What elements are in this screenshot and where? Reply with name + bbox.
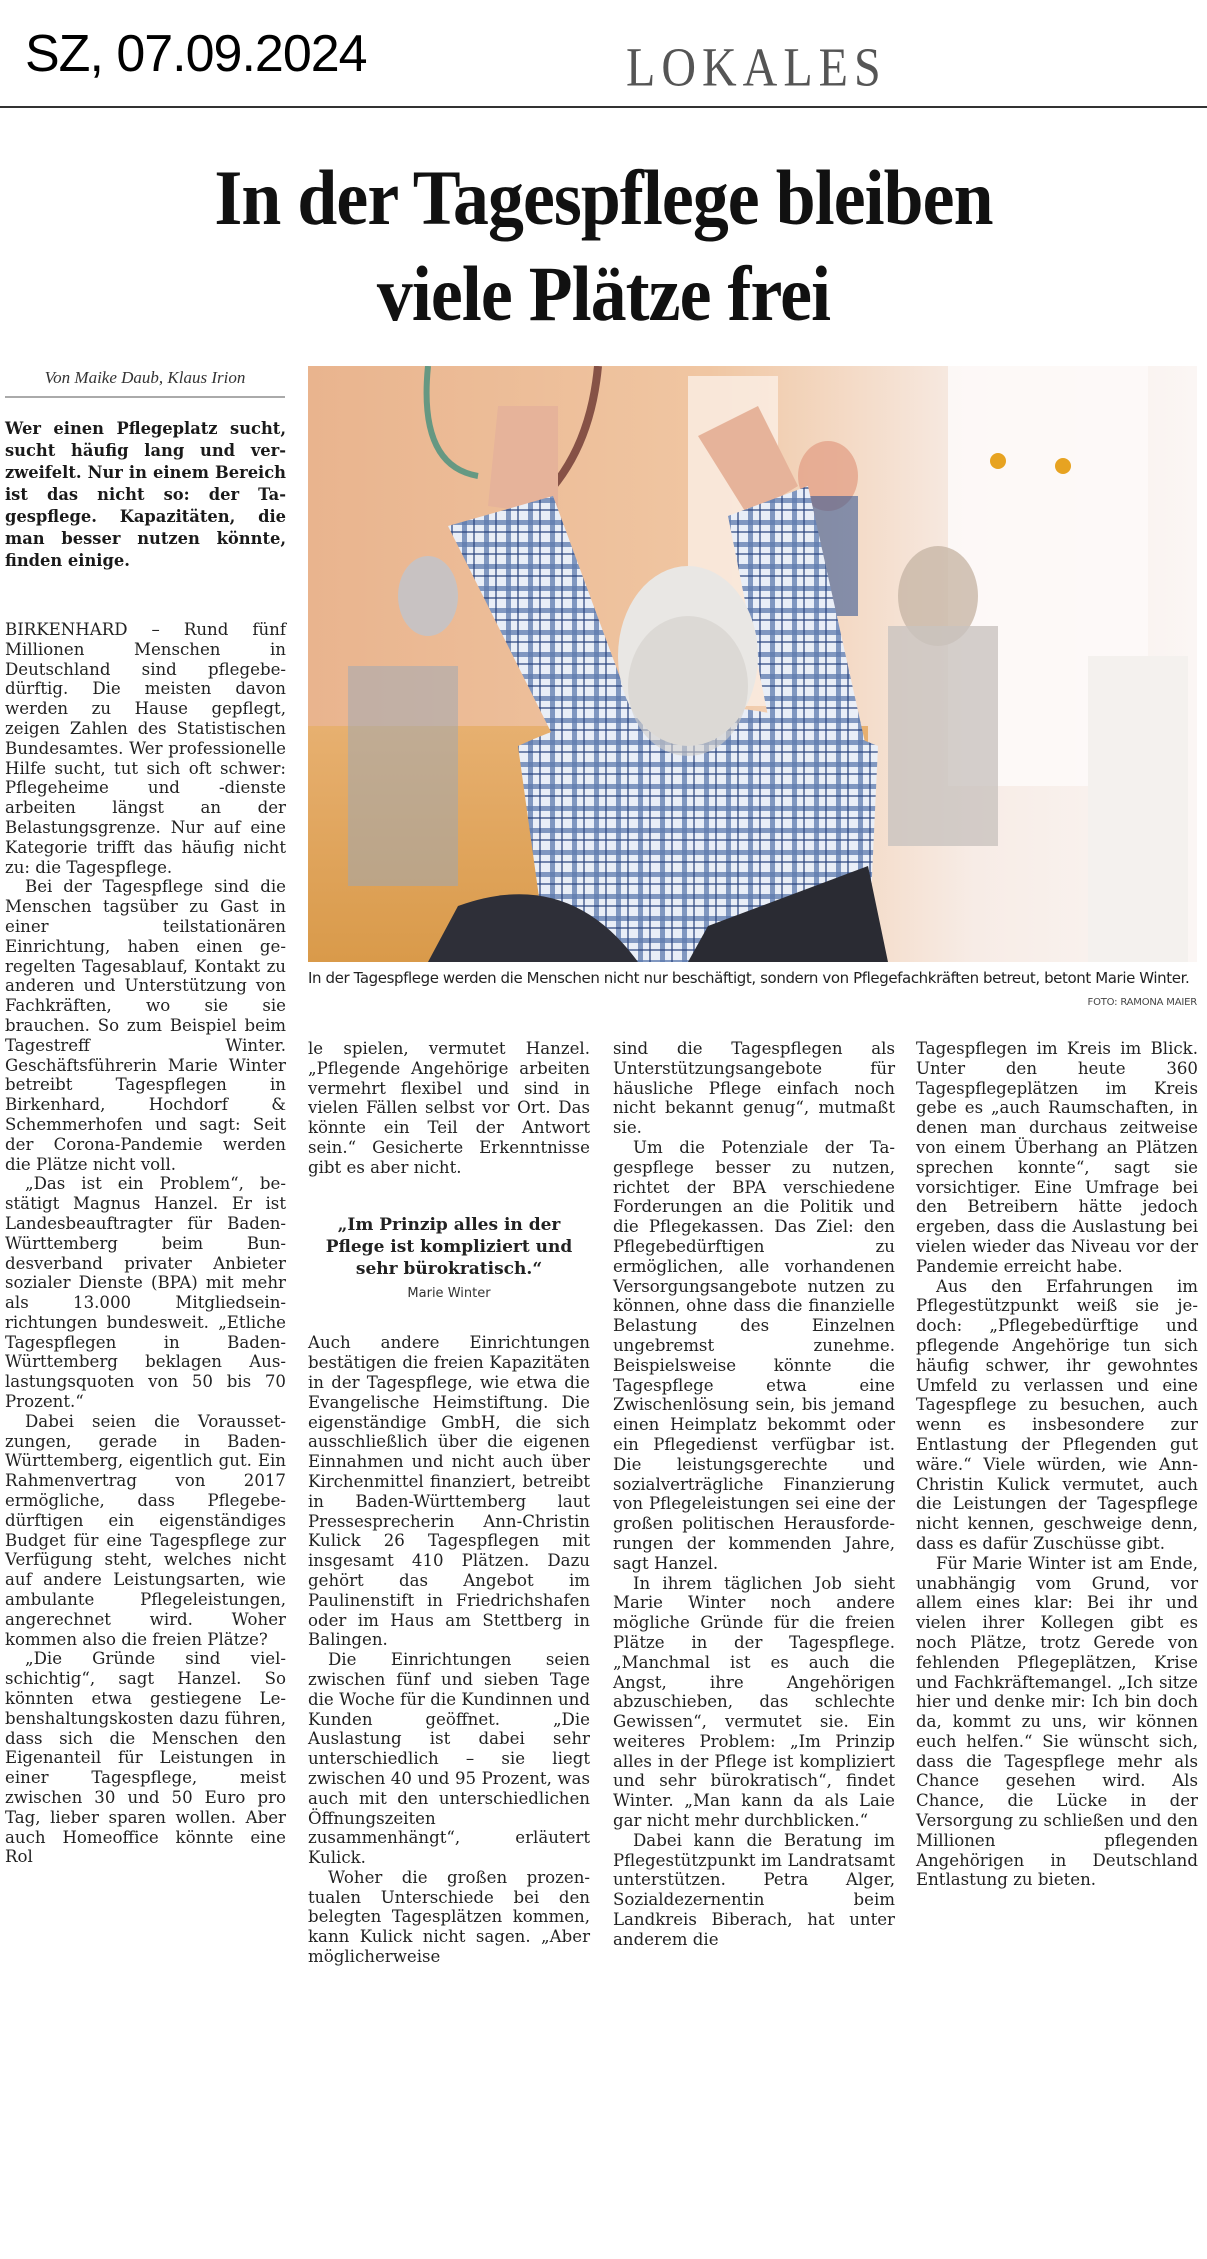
pull-quote [308,1214,590,1304]
paragraph: Für Marie Winter ist am Ende, unabhängig vom Grund, vor allem eines klar: Bei ihr und vielen ihrer Kollegen gibt es noch Plätze, trotz Gerede von fehlenden Pflegeplätzen, Krise und Fachkräftemangel. „Ich sitze hier und denke mir: Ich bin doch da, kommt zu uns, wir können euch helfen.“ Sie wünscht sich, dass die Tagespflege mehr als Chance gesehen wird. Als Chance, die Lücke in der Versorgung zu schließen und den Millionen pflegenden Angehörigen in Deutschland Entlastung zu bieten. [916,1553,1198,1890]
headline-line-1: In der Tagespflege bleiben [214,154,993,241]
headline-line-2: viele Plätze frei [376,250,831,337]
paragraph: In ihrem täglichen Job sieht Marie Winter noch andere mögliche Gründe für die freien Plätze in der Tagespflege. „Manchmal ist es auch die Angst, ihre Angehörigen abzuschieben, das schlechte Gewissen“, vermutet sie. Ein weiteres Problem: „Im Prinzip alles in der Pflege ist kompliziert und sehr bürokratisch“, findet Winter. „Man kann da als Laie gar nicht mehr durchblicken.“ [613,1573,895,1831]
paragraph: „Die Gründe sind vielschichtig“, sagt Hanzel. So könnten etwa gestiegene Lebenshaltungskosten dazu führen, dass sich die Menschen den Eigenanteil für Leistungen in einer Tagespflege, meist zwischen 30 und 50 Euro pro Tag, lieber sparen wollen. Aber auch Homeoffice könnte eine Rol [5,1649,286,1867]
paragraph: Dabei kann die Beratung im Pflegestützpunkt im Landratsamt unterstützen. Petra Alger, Sozialdezernentin beim Landkreis Biberach, hat unter anderem die [613,1830,895,1949]
paragraph: „Das ist ein Problem“, bestätigt Magnus Hanzel. Er ist Landesbeauftragter für Baden-Württemberg beim Bundesverband privater Anbieter sozialer Dienste (BPA) mit mehr als 13.000 Mitgliedseinrichtungen bundesweit. „Etliche Tagespflegen in Baden-Württemberg beklagen Auslastungsquoten von 50 bis 70 Prozent.“ [5,1174,286,1412]
paragraph: le spielen, vermutet Hanzel. „Pflegende Angehörige arbeiten vermehrt flexibel und sind in vielen Fällen selbst vor Ort. Das könnte ein Teil der Antwort sein.“ Gesicherte Erkenntnisse gibt es aber nicht. [308,1039,590,1177]
article-column-3 [613,1039,895,1950]
paragraph: Dabei seien die Voraussetzungen, gerade in Baden-Württemberg, eigentlich gut. Ein Rahmenvertrag von 2017 ermögliche, dass Pflegebedürftigen ein eigenständiges Budget für eine Tagespflege zur Verfügung steht, welches nicht auf andere Leistungsarten, wie ambulante Pflegeleistungen, angerechnet wird. Woher kommen also die freien Plätze? [5,1411,286,1649]
article-column-2 [308,1039,590,1967]
article-headline [48,150,1158,342]
paragraph: Aus den Erfahrungen im Pflegestützpunkt weiß sie jedoch: „Pflegebedürftige und pflegende Angehörige tun sich häufig schwer, ihr gewohntes Umfeld zu verlassen und eine Tagespflege zu besuchen, auch wenn es insbesondere zur Entlastung der Pflegenden gut wäre.“ Viele würden, wie Ann-Christin Kulick vermutet, auch die Leistungen der Tagespflege nicht kennen, geschweige denn, dass es dafür Zuschüsse gibt. [916,1276,1198,1553]
article-column-1 [5,620,286,1867]
paragraph: sind die Tagespflegen als Unterstützungsangebote für häusliche Pflege einfach noch nicht bekannt genug“, mutmaßt sie. [613,1039,895,1138]
paragraph: Tagespflegen im Kreis im Blick. Unter den heute 360 Tagespflegeplätzen im Kreis gebe es „auch Raumschaften, in denen man durchaus zeitweise von einem Überhang an Plätzen sprechen konnte“, sagt sie vorsichtiger. Eine Umfrage bei den Betreibern hätte jedoch ergeben, dass die Auslastung bei vielen wieder das Niveau vor der Pandemie erreicht habe. [916,1039,1198,1276]
paragraph: Um die Potenziale der Tagespflege besser zu nutzen, richtet der BPA verschiedene Forderungen an die Politik und die Pflegekassen. Das Ziel: den Pflegebedürftigen zu ermöglichen, alle vorhandenen Versorgungsangebote nutzen zu können, ohne dass die finanzielle Belastung des Einzelnen ungebremst zunehme. Beispielsweise könnte die Tagespflege etwa eine Zwischenlösung sein, bis jemand einen Heimplatz bekommt oder ein Pflegedienst verfügbar ist. Die leistungsgerechte und sozialverträgliche Finanzierung von Pflegeleistungen sei eine der großen politischen Herausforderungen der kommenden Jahre, sagt Hanzel. [613,1137,895,1573]
photo-illustration [308,366,1197,962]
pull-quote-text: „Im Prinzip alles in der Pflege ist kompliziert und sehr bürokratisch.“ [325,1214,573,1279]
publication-date: SZ, 07.09.2024 [25,25,367,83]
byline: Von Maike Daub, Klaus Irion [5,368,285,398]
photo-credit: FOTO: RAMONA MAIER [1087,997,1197,1008]
paragraph: Die Einrichtungen seien zwischen fünf und sieben Tage die Woche für die Kundinnen und Kunden geöffnet. „Die Auslastung ist dabei sehr unterschiedlich – sie liegt zwischen 40 und 95 Prozent, was auch mit den unterschiedlichen Öffnungszeiten zusammenhängt“, erläutert Kulick. [308,1650,590,1868]
article-column-4 [916,1039,1198,1890]
paragraph: Auch andere Einrichtungen bestätigen die freien Kapazitäten in der Tagespflege, wie etwa die Evangelische Heimstiftung. Die eigenständige GmbH, die sich ausschließlich über die eigenen Einnahmen und nicht auch über Kirchenmittel finanziert, betreibt in Baden-Württemberg laut Pressesprecherin Ann-Christin Kulick 26 Tagespflegen mit insgesamt 410 Plätzen. Dazu gehört das Angebot im Paulinenstift in Friedrichshafen oder im Haus am Stettberg in Balingen. [308,1333,590,1650]
paragraph: Bei der Tagespflege sind die Menschen tagsüber zu Gast in einer teilstationären Einrichtung, haben einen geregelten Tagesablauf, Kontakt zu anderen und Unterstützung von Fachkräften, wo sie sie brauchen. So zum Beispiel beim Tagestreff Winter. Geschäftsführerin Marie Winter betreibt Tagespflegen in Birkenhard, Hochdorf & Schemmerhofen und sagt: Seit der Corona-Pandemie werden die Plätze nicht voll. [5,877,286,1174]
page-header [0,0,1207,108]
article-lead: Wer einen Pflegeplatz sucht, sucht häufig lang und verzweifelt. Nur in einem Bereich ist das nicht so: der Tagespflege. Kapazitäten, die man besser nutzen könnte, finden einige. [5,419,286,570]
paragraph: Woher die großen prozentualen Unterschiede bei den belegten Tagesplätzen kommen, kann Kulick nicht sagen. „Aber möglicherweise [308,1867,590,1967]
pull-quote-author: Marie Winter [407,1285,491,1301]
article-photo [308,366,1197,962]
photo-caption: In der Tagespflege werden die Menschen nicht nur beschäftigt, sondern von Pflegefachkräften betreut, betont Marie Winter. [308,969,1190,987]
section-label: LOKALES [626,37,887,99]
paragraph: BIRKENHARD – Rund fünf Millionen Menschen in Deutschland sind pflegebedürftig. Die meisten davon werden zu Hause gepflegt, zeigen Zahlen des Statistischen Bundesamtes. Wer professionelle Hilfe sucht, tut sich oft schwer: Pflegeheime und -dienste arbeiten längst an der Belastungsgrenze. Nur auf eine Kategorie trifft das häufig nicht zu: die Tagespflege. [5,620,286,877]
